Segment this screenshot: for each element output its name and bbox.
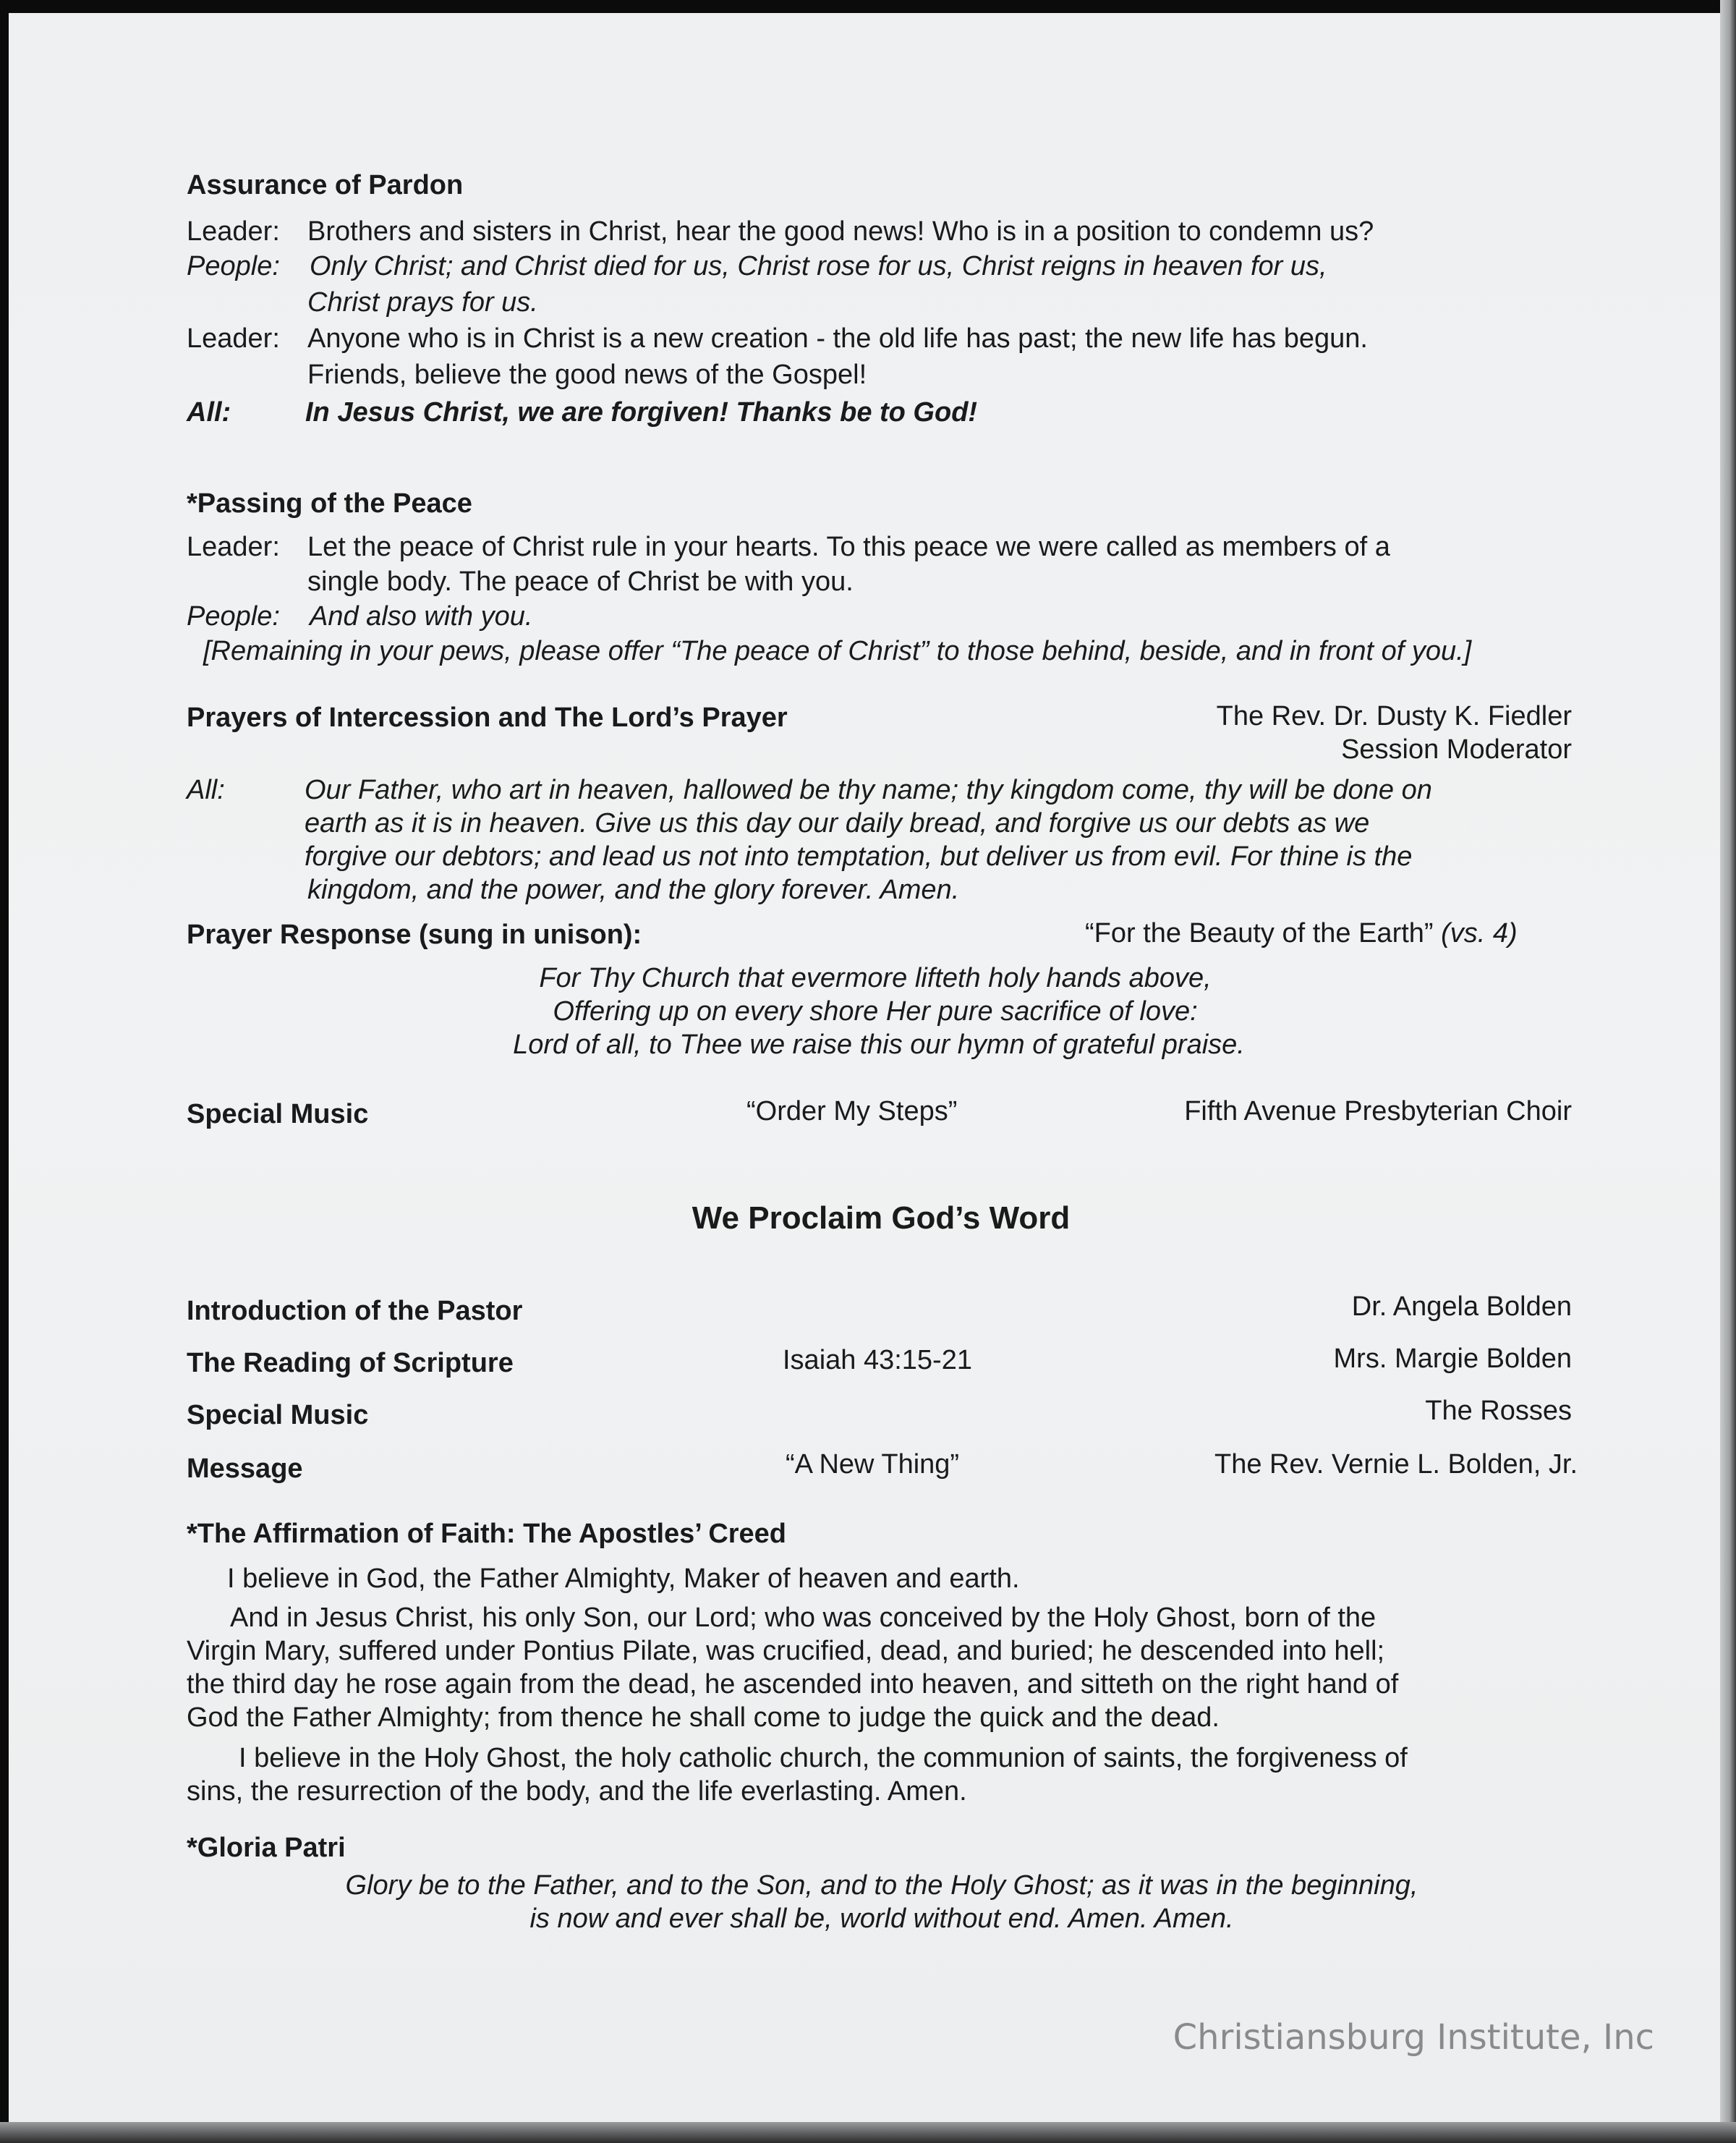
order-row-person: The Rosses (1425, 1396, 1572, 1426)
order-row-detail: “A New Thing” (786, 1449, 960, 1480)
page-edge-bottom (0, 2122, 1736, 2143)
creed-line: I believe in God, the Father Almighty, Maker of heaven and earth. (227, 1563, 1020, 1594)
creed-line: sins, the resurrection of the body, and the life everlasting. Amen. (187, 1776, 967, 1807)
liturgy-line: Anyone who is in Christ is a new creation - the old life has past; the new life has begun. (307, 323, 1368, 354)
creed-line: the third day he rose again from the dead, he ascended into heaven, and sitteth on the right hand of (187, 1669, 1399, 1699)
peace-instruction: [Remaining in your pews, please offer “The peace of Christ” to those behind, beside, and in front of you.] (203, 636, 1472, 666)
special-music-performer: Fifth Avenue Presbyterian Choir (1184, 1096, 1572, 1126)
order-row-person: Dr. Angela Bolden (1351, 1291, 1572, 1322)
liturgy-line: In Jesus Christ, we are forgiven! Thanks be to God! (305, 397, 978, 428)
lords-prayer-line: earth as it is in heaven. Give us this day our daily bread, and forgive us our debts as we (305, 808, 1370, 839)
peace-heading: *Passing of the Peace (187, 488, 472, 519)
order-row-label: The Reading of Scripture (187, 1348, 514, 1378)
creed-line: And in Jesus Christ, his only Son, our Lord; who was conceived by the Holy Ghost, born of the (230, 1603, 1377, 1633)
speaker-label: All: (187, 397, 231, 428)
special-music-title: “Order My Steps” (746, 1096, 958, 1126)
lords-prayer-line: forgive our debtors; and lead us not into temptation, but deliver us from evil. For thine is the (305, 841, 1413, 872)
prayers-leader-name: The Rev. Dr. Dusty K. Fiedler (1216, 701, 1572, 731)
section-title: We Proclaim God’s Word (692, 1200, 1071, 1236)
speaker-label: People: (187, 601, 280, 632)
liturgy-line: Christ prays for us. (307, 287, 538, 318)
liturgy-line: Friends, believe the good news of the Gospel! (307, 360, 867, 390)
prayers-leader-role: Session Moderator (1341, 734, 1572, 765)
creed-line: I believe in the Holy Ghost, the holy catholic church, the communion of saints, the forgiveness of (239, 1743, 1408, 1773)
response-hymn-title: “For the Beauty of the Earth” (vs. 4) (1085, 918, 1518, 949)
gloria-line: Glory be to the Father, and to the Son, and to the Holy Ghost; as it was in the beginning, (345, 1870, 1418, 1901)
response-heading: Prayer Response (sung in unison): (187, 920, 642, 950)
liturgy-line: Brothers and sisters in Christ, hear the good news! Who is in a position to condemn us? (307, 216, 1374, 247)
prayers-heading: Prayers of Intercession and The Lord’s Prayer (187, 703, 788, 733)
liturgy-line: Only Christ; and Christ died for us, Christ rose for us, Christ reigns in heaven for us, (310, 251, 1327, 281)
lords-prayer-line: Our Father, who art in heaven, hallowed be thy name; thy kingdom come, thy will be done on (305, 775, 1432, 805)
speaker-label: People: (187, 251, 280, 281)
hymn-line: Offering up on every shore Her pure sacrifice of love: (553, 996, 1198, 1027)
order-row-label: Introduction of the Pastor (187, 1296, 523, 1326)
order-row-label: Message (187, 1454, 303, 1484)
special-music-label: Special Music (187, 1099, 369, 1129)
hymn-line: For Thy Church that evermore lifteth holy hands above, (539, 963, 1212, 993)
hymn-line: Lord of all, to Thee we raise this our hymn of grateful praise. (513, 1030, 1245, 1060)
gloria-heading: *Gloria Patri (187, 1833, 346, 1863)
lords-prayer-line: kingdom, and the power, and the glory forever. Amen. (307, 875, 960, 905)
creed-line: God the Father Almighty; from thence he shall come to judge the quick and the dead. (187, 1702, 1220, 1733)
creed-line: Virgin Mary, suffered under Pontius Pilate, was crucified, dead, and buried; he descended into hell; (187, 1636, 1385, 1666)
order-row-detail: Isaiah 43:15-21 (783, 1345, 972, 1375)
order-row-label: Special Music (187, 1400, 369, 1430)
order-row-person: The Rev. Vernie L. Bolden, Jr. (1214, 1449, 1578, 1480)
speaker-label: All: (187, 775, 225, 805)
order-row-person: Mrs. Margie Bolden (1333, 1344, 1572, 1374)
speaker-label: Leader: (187, 323, 280, 354)
creed-heading: *The Affirmation of Faith: The Apostles’ Creed (187, 1519, 787, 1549)
speaker-label: Leader: (187, 532, 280, 562)
gloria-line: is now and ever shall be, world without end. Amen. Amen. (529, 1904, 1234, 1934)
liturgy-line: Let the peace of Christ rule in your hearts. To this peace we were called as members of a (307, 532, 1390, 562)
liturgy-line: single body. The peace of Christ be with you. (307, 566, 854, 597)
assurance-heading: Assurance of Pardon (187, 170, 464, 200)
page-edge-right (1720, 0, 1736, 2143)
watermark-text: Christiansburg Institute, Inc (1173, 2017, 1654, 2058)
speaker-label: Leader: (187, 216, 280, 247)
liturgy-line: And also with you. (310, 601, 533, 632)
